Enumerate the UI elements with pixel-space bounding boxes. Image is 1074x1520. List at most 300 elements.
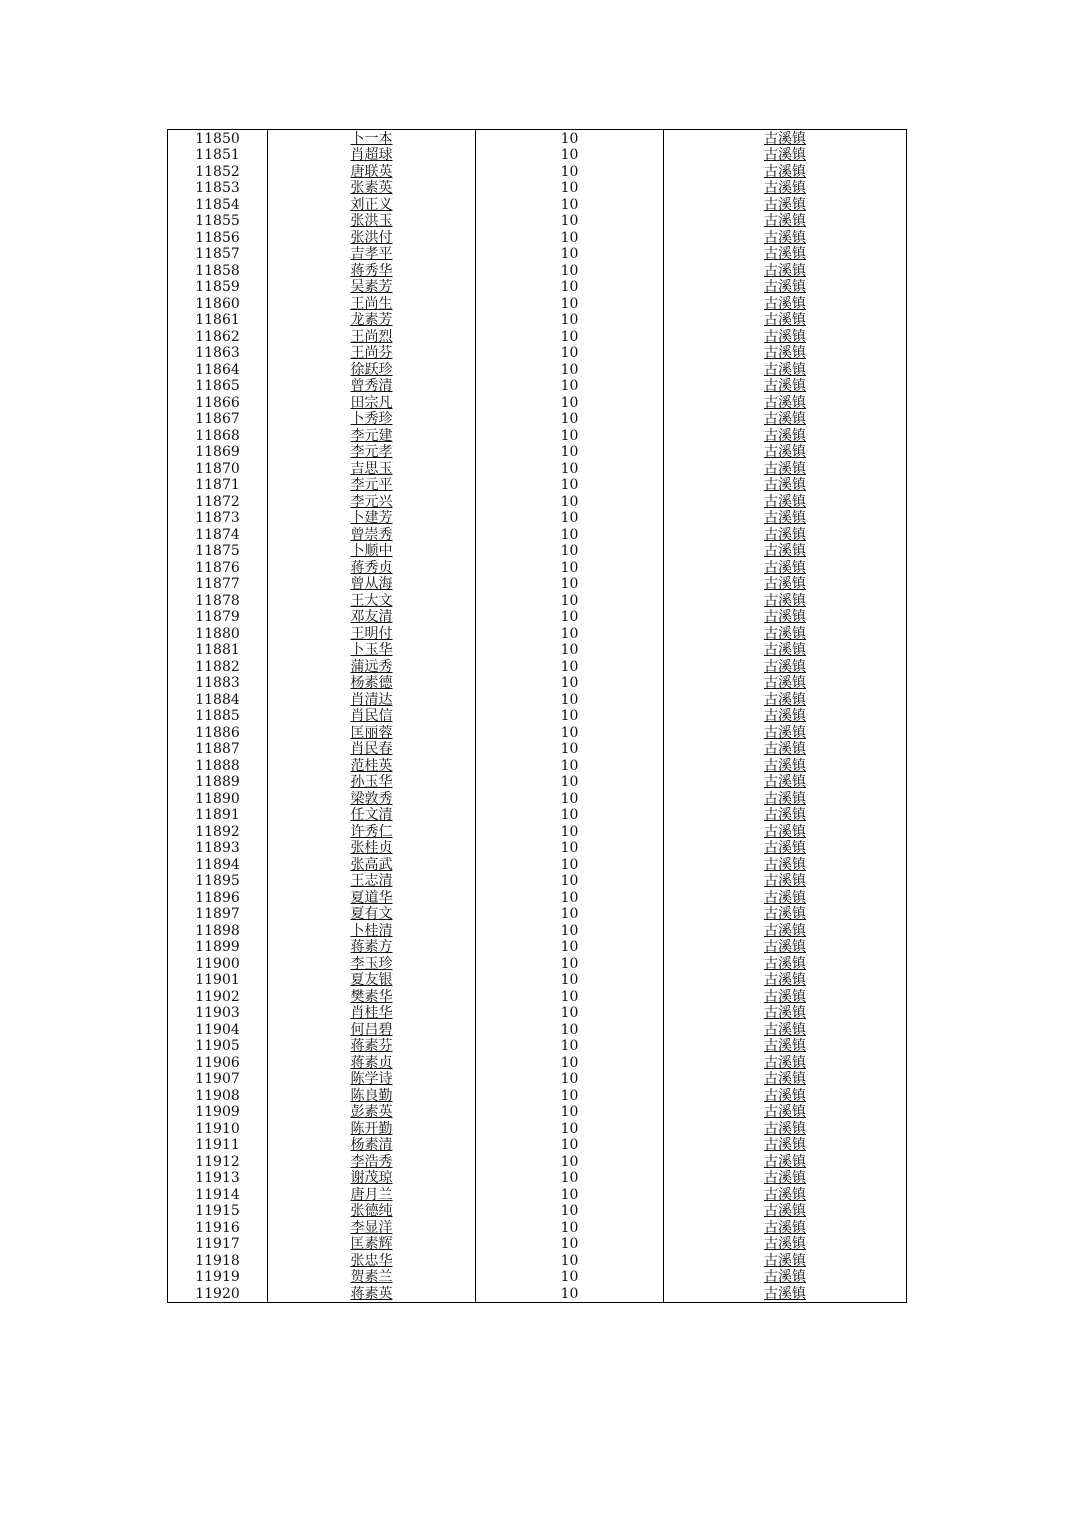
row-number-cell: 11896	[168, 889, 268, 906]
row-number-cell: 11897	[168, 906, 268, 923]
row-number-cell: 11915	[168, 1203, 268, 1220]
row-number-cell: 11851	[168, 147, 268, 164]
town-cell: 古溪镇	[664, 229, 907, 246]
row-number-cell: 11894	[168, 856, 268, 873]
amount-cell: 10	[476, 130, 664, 147]
row-number-cell: 11879	[168, 609, 268, 626]
town-cell: 古溪镇	[664, 889, 907, 906]
table-row	[168, 361, 907, 378]
person-name-cell: 陈开勤	[268, 1120, 476, 1137]
town-cell: 古溪镇	[664, 939, 907, 956]
row-number-cell: 11914	[168, 1186, 268, 1203]
row-number-cell: 11850	[168, 130, 268, 147]
row-number-cell: 11890	[168, 790, 268, 807]
town-cell: 古溪镇	[664, 609, 907, 626]
amount-cell: 10	[476, 939, 664, 956]
row-number-cell: 11869	[168, 444, 268, 461]
town-cell: 古溪镇	[664, 147, 907, 164]
person-name-cell: 王尚生	[268, 295, 476, 312]
row-number-cell: 11912	[168, 1153, 268, 1170]
row-number-cell: 11884	[168, 691, 268, 708]
table-row	[168, 658, 907, 675]
table-row	[168, 592, 907, 609]
roster-table-body	[168, 130, 907, 1303]
table-row	[168, 856, 907, 873]
row-number-cell: 11870	[168, 460, 268, 477]
table-row	[168, 1269, 907, 1286]
amount-cell: 10	[476, 675, 664, 692]
person-name-cell: 王明付	[268, 625, 476, 642]
amount-cell: 10	[476, 1219, 664, 1236]
amount-cell: 10	[476, 213, 664, 230]
table-row	[168, 840, 907, 857]
amount-cell: 10	[476, 906, 664, 923]
town-cell: 古溪镇	[664, 807, 907, 824]
table-row	[168, 328, 907, 345]
amount-cell: 10	[476, 411, 664, 428]
row-number-cell: 11872	[168, 493, 268, 510]
row-number-cell: 11904	[168, 1021, 268, 1038]
town-cell: 古溪镇	[664, 823, 907, 840]
amount-cell: 10	[476, 378, 664, 395]
town-cell: 古溪镇	[664, 1120, 907, 1137]
amount-cell: 10	[476, 576, 664, 593]
amount-cell: 10	[476, 229, 664, 246]
table-row	[168, 988, 907, 1005]
table-row	[168, 1021, 907, 1038]
table-row	[168, 147, 907, 164]
town-cell: 古溪镇	[664, 262, 907, 279]
table-row	[168, 807, 907, 824]
document-page	[167, 129, 906, 1303]
table-row	[168, 262, 907, 279]
table-row	[168, 691, 907, 708]
person-name-cell: 肖清达	[268, 691, 476, 708]
town-cell: 古溪镇	[664, 246, 907, 263]
row-number-cell: 11905	[168, 1038, 268, 1055]
person-name-cell: 李显洋	[268, 1219, 476, 1236]
person-name-cell: 卜一本	[268, 130, 476, 147]
town-cell: 古溪镇	[664, 411, 907, 428]
town-cell: 古溪镇	[664, 493, 907, 510]
town-cell: 古溪镇	[664, 1219, 907, 1236]
amount-cell: 10	[476, 427, 664, 444]
amount-cell: 10	[476, 642, 664, 659]
row-number-cell: 11893	[168, 840, 268, 857]
amount-cell: 10	[476, 741, 664, 758]
person-name-cell: 谢茂琼	[268, 1170, 476, 1187]
table-row	[168, 1054, 907, 1071]
town-cell: 古溪镇	[664, 757, 907, 774]
person-name-cell: 樊素华	[268, 988, 476, 1005]
amount-cell: 10	[476, 1071, 664, 1088]
town-cell: 古溪镇	[664, 180, 907, 197]
row-number-cell: 11889	[168, 774, 268, 791]
row-number-cell: 11898	[168, 922, 268, 939]
amount-cell: 10	[476, 856, 664, 873]
amount-cell: 10	[476, 1137, 664, 1154]
row-number-cell: 11852	[168, 163, 268, 180]
amount-cell: 10	[476, 460, 664, 477]
person-name-cell: 张桂贞	[268, 840, 476, 857]
town-cell: 古溪镇	[664, 1087, 907, 1104]
person-name-cell: 张洪玉	[268, 213, 476, 230]
table-row	[168, 889, 907, 906]
amount-cell: 10	[476, 1038, 664, 1055]
row-number-cell: 11861	[168, 312, 268, 329]
row-number-cell: 11908	[168, 1087, 268, 1104]
town-cell: 古溪镇	[664, 295, 907, 312]
amount-cell: 10	[476, 889, 664, 906]
row-number-cell: 11858	[168, 262, 268, 279]
table-row	[168, 576, 907, 593]
town-cell: 古溪镇	[664, 1104, 907, 1121]
person-name-cell: 张洪付	[268, 229, 476, 246]
amount-cell: 10	[476, 196, 664, 213]
table-row	[168, 625, 907, 642]
row-number-cell: 11859	[168, 279, 268, 296]
town-cell: 古溪镇	[664, 906, 907, 923]
table-row	[168, 642, 907, 659]
person-name-cell: 曾崇秀	[268, 526, 476, 543]
row-number-cell: 11874	[168, 526, 268, 543]
amount-cell: 10	[476, 1170, 664, 1187]
amount-cell: 10	[476, 625, 664, 642]
person-name-cell: 蒋素芬	[268, 1038, 476, 1055]
person-name-cell: 卜玉华	[268, 642, 476, 659]
town-cell: 古溪镇	[664, 1071, 907, 1088]
town-cell: 古溪镇	[664, 163, 907, 180]
table-row	[168, 774, 907, 791]
amount-cell: 10	[476, 1054, 664, 1071]
person-name-cell: 肖民信	[268, 708, 476, 725]
table-row	[168, 493, 907, 510]
person-name-cell: 蒲远秀	[268, 658, 476, 675]
person-name-cell: 卜桂清	[268, 922, 476, 939]
row-number-cell: 11871	[168, 477, 268, 494]
amount-cell: 10	[476, 279, 664, 296]
table-row	[168, 1170, 907, 1187]
amount-cell: 10	[476, 493, 664, 510]
amount-cell: 10	[476, 1087, 664, 1104]
person-name-cell: 杨素德	[268, 675, 476, 692]
table-row	[168, 1104, 907, 1121]
person-name-cell: 彭素英	[268, 1104, 476, 1121]
town-cell: 古溪镇	[664, 922, 907, 939]
town-cell: 古溪镇	[664, 774, 907, 791]
row-number-cell: 11881	[168, 642, 268, 659]
amount-cell: 10	[476, 559, 664, 576]
row-number-cell: 11903	[168, 1005, 268, 1022]
person-name-cell: 蒋素英	[268, 1285, 476, 1302]
row-number-cell: 11862	[168, 328, 268, 345]
town-cell: 古溪镇	[664, 873, 907, 890]
table-row	[168, 708, 907, 725]
person-name-cell: 唐联英	[268, 163, 476, 180]
town-cell: 古溪镇	[664, 955, 907, 972]
town-cell: 古溪镇	[664, 378, 907, 395]
person-name-cell: 夏道华	[268, 889, 476, 906]
amount-cell: 10	[476, 790, 664, 807]
amount-cell: 10	[476, 691, 664, 708]
town-cell: 古溪镇	[664, 1236, 907, 1253]
person-name-cell: 李元平	[268, 477, 476, 494]
amount-cell: 10	[476, 1120, 664, 1137]
table-row	[168, 213, 907, 230]
row-number-cell: 11885	[168, 708, 268, 725]
row-number-cell: 11854	[168, 196, 268, 213]
person-name-cell: 李玉珍	[268, 955, 476, 972]
amount-cell: 10	[476, 526, 664, 543]
amount-cell: 10	[476, 1186, 664, 1203]
person-name-cell: 李元孝	[268, 444, 476, 461]
amount-cell: 10	[476, 972, 664, 989]
table-row	[168, 922, 907, 939]
row-number-cell: 11913	[168, 1170, 268, 1187]
town-cell: 古溪镇	[664, 1021, 907, 1038]
town-cell: 古溪镇	[664, 691, 907, 708]
row-number-cell: 11899	[168, 939, 268, 956]
row-number-cell: 11907	[168, 1071, 268, 1088]
table-row	[168, 1137, 907, 1154]
table-row	[168, 510, 907, 527]
table-row	[168, 312, 907, 329]
table-row	[168, 939, 907, 956]
row-number-cell: 11880	[168, 625, 268, 642]
row-number-cell: 11892	[168, 823, 268, 840]
row-number-cell: 11916	[168, 1219, 268, 1236]
row-number-cell: 11888	[168, 757, 268, 774]
row-number-cell: 11900	[168, 955, 268, 972]
town-cell: 古溪镇	[664, 1170, 907, 1187]
row-number-cell: 11887	[168, 741, 268, 758]
amount-cell: 10	[476, 246, 664, 263]
table-row	[168, 823, 907, 840]
table-row	[168, 873, 907, 890]
row-number-cell: 11864	[168, 361, 268, 378]
row-number-cell: 11856	[168, 229, 268, 246]
table-row	[168, 724, 907, 741]
amount-cell: 10	[476, 1005, 664, 1022]
amount-cell: 10	[476, 1104, 664, 1121]
town-cell: 古溪镇	[664, 444, 907, 461]
row-number-cell: 11906	[168, 1054, 268, 1071]
person-name-cell: 王大文	[268, 592, 476, 609]
person-name-cell: 贺素兰	[268, 1269, 476, 1286]
table-row	[168, 130, 907, 147]
town-cell: 古溪镇	[664, 1038, 907, 1055]
person-name-cell: 李元兴	[268, 493, 476, 510]
person-name-cell: 王尚烈	[268, 328, 476, 345]
person-name-cell: 肖民春	[268, 741, 476, 758]
table-row	[168, 378, 907, 395]
amount-cell: 10	[476, 708, 664, 725]
table-row	[168, 460, 907, 477]
roster-table	[167, 129, 907, 1303]
person-name-cell: 梁敦秀	[268, 790, 476, 807]
table-row	[168, 526, 907, 543]
town-cell: 古溪镇	[664, 1269, 907, 1286]
town-cell: 古溪镇	[664, 1285, 907, 1302]
row-number-cell: 11883	[168, 675, 268, 692]
amount-cell: 10	[476, 1285, 664, 1302]
row-number-cell: 11878	[168, 592, 268, 609]
town-cell: 古溪镇	[664, 526, 907, 543]
amount-cell: 10	[476, 345, 664, 362]
table-row	[168, 757, 907, 774]
person-name-cell: 张高武	[268, 856, 476, 873]
town-cell: 古溪镇	[664, 394, 907, 411]
town-cell: 古溪镇	[664, 1153, 907, 1170]
person-name-cell: 范桂英	[268, 757, 476, 774]
amount-cell: 10	[476, 1269, 664, 1286]
row-number-cell: 11910	[168, 1120, 268, 1137]
table-row	[168, 196, 907, 213]
person-name-cell: 李浩秀	[268, 1153, 476, 1170]
amount-cell: 10	[476, 1252, 664, 1269]
town-cell: 古溪镇	[664, 972, 907, 989]
table-row	[168, 1071, 907, 1088]
town-cell: 古溪镇	[664, 130, 907, 147]
row-number-cell: 11873	[168, 510, 268, 527]
row-number-cell: 11901	[168, 972, 268, 989]
person-name-cell: 蒋秀贞	[268, 559, 476, 576]
row-number-cell: 11876	[168, 559, 268, 576]
row-number-cell: 11865	[168, 378, 268, 395]
table-row	[168, 906, 907, 923]
row-number-cell: 11882	[168, 658, 268, 675]
table-row	[168, 543, 907, 560]
town-cell: 古溪镇	[664, 279, 907, 296]
row-number-cell: 11920	[168, 1285, 268, 1302]
town-cell: 古溪镇	[664, 856, 907, 873]
row-number-cell: 11853	[168, 180, 268, 197]
table-row	[168, 427, 907, 444]
table-row	[168, 955, 907, 972]
amount-cell: 10	[476, 922, 664, 939]
town-cell: 古溪镇	[664, 427, 907, 444]
row-number-cell: 11860	[168, 295, 268, 312]
amount-cell: 10	[476, 988, 664, 1005]
row-number-cell: 11895	[168, 873, 268, 890]
town-cell: 古溪镇	[664, 1054, 907, 1071]
row-number-cell: 11855	[168, 213, 268, 230]
town-cell: 古溪镇	[664, 477, 907, 494]
table-row	[168, 246, 907, 263]
town-cell: 古溪镇	[664, 592, 907, 609]
amount-cell: 10	[476, 312, 664, 329]
table-row	[168, 559, 907, 576]
town-cell: 古溪镇	[664, 724, 907, 741]
table-row	[168, 163, 907, 180]
person-name-cell: 陈学诗	[268, 1071, 476, 1088]
table-row	[168, 609, 907, 626]
town-cell: 古溪镇	[664, 988, 907, 1005]
table-row	[168, 972, 907, 989]
amount-cell: 10	[476, 444, 664, 461]
person-name-cell: 许秀仁	[268, 823, 476, 840]
table-row	[168, 1285, 907, 1302]
table-row	[168, 295, 907, 312]
person-name-cell: 夏友银	[268, 972, 476, 989]
amount-cell: 10	[476, 592, 664, 609]
town-cell: 古溪镇	[664, 658, 907, 675]
person-name-cell: 龙素芳	[268, 312, 476, 329]
town-cell: 古溪镇	[664, 345, 907, 362]
town-cell: 古溪镇	[664, 1203, 907, 1220]
person-name-cell: 杨素清	[268, 1137, 476, 1154]
amount-cell: 10	[476, 658, 664, 675]
town-cell: 古溪镇	[664, 543, 907, 560]
person-name-cell: 邓友清	[268, 609, 476, 626]
amount-cell: 10	[476, 295, 664, 312]
person-name-cell: 吉孝平	[268, 246, 476, 263]
table-row	[168, 229, 907, 246]
amount-cell: 10	[476, 955, 664, 972]
person-name-cell: 张忠华	[268, 1252, 476, 1269]
person-name-cell: 蒋素贞	[268, 1054, 476, 1071]
person-name-cell: 何吕碧	[268, 1021, 476, 1038]
person-name-cell: 吴素芳	[268, 279, 476, 296]
town-cell: 古溪镇	[664, 790, 907, 807]
amount-cell: 10	[476, 1153, 664, 1170]
row-number-cell: 11917	[168, 1236, 268, 1253]
table-row	[168, 675, 907, 692]
town-cell: 古溪镇	[664, 1005, 907, 1022]
person-name-cell: 卜顺中	[268, 543, 476, 560]
person-name-cell: 陈良勤	[268, 1087, 476, 1104]
table-row	[168, 477, 907, 494]
person-name-cell: 卜建芳	[268, 510, 476, 527]
town-cell: 古溪镇	[664, 559, 907, 576]
amount-cell: 10	[476, 840, 664, 857]
amount-cell: 10	[476, 1021, 664, 1038]
row-number-cell: 11868	[168, 427, 268, 444]
table-row	[168, 741, 907, 758]
table-row	[168, 279, 907, 296]
table-row	[168, 1236, 907, 1253]
person-name-cell: 王尚芬	[268, 345, 476, 362]
town-cell: 古溪镇	[664, 1252, 907, 1269]
amount-cell: 10	[476, 823, 664, 840]
row-number-cell: 11918	[168, 1252, 268, 1269]
table-row	[168, 180, 907, 197]
table-row	[168, 1120, 907, 1137]
amount-cell: 10	[476, 262, 664, 279]
amount-cell: 10	[476, 724, 664, 741]
person-name-cell: 匡素辉	[268, 1236, 476, 1253]
person-name-cell: 肖超球	[268, 147, 476, 164]
table-row	[168, 790, 907, 807]
table-row	[168, 1038, 907, 1055]
amount-cell: 10	[476, 774, 664, 791]
table-row	[168, 394, 907, 411]
person-name-cell: 匡丽蓉	[268, 724, 476, 741]
row-number-cell: 11909	[168, 1104, 268, 1121]
town-cell: 古溪镇	[664, 213, 907, 230]
amount-cell: 10	[476, 477, 664, 494]
row-number-cell: 11911	[168, 1137, 268, 1154]
town-cell: 古溪镇	[664, 675, 907, 692]
amount-cell: 10	[476, 1236, 664, 1253]
row-number-cell: 11863	[168, 345, 268, 362]
town-cell: 古溪镇	[664, 328, 907, 345]
amount-cell: 10	[476, 180, 664, 197]
person-name-cell: 刘正义	[268, 196, 476, 213]
town-cell: 古溪镇	[664, 1186, 907, 1203]
row-number-cell: 11857	[168, 246, 268, 263]
town-cell: 古溪镇	[664, 840, 907, 857]
